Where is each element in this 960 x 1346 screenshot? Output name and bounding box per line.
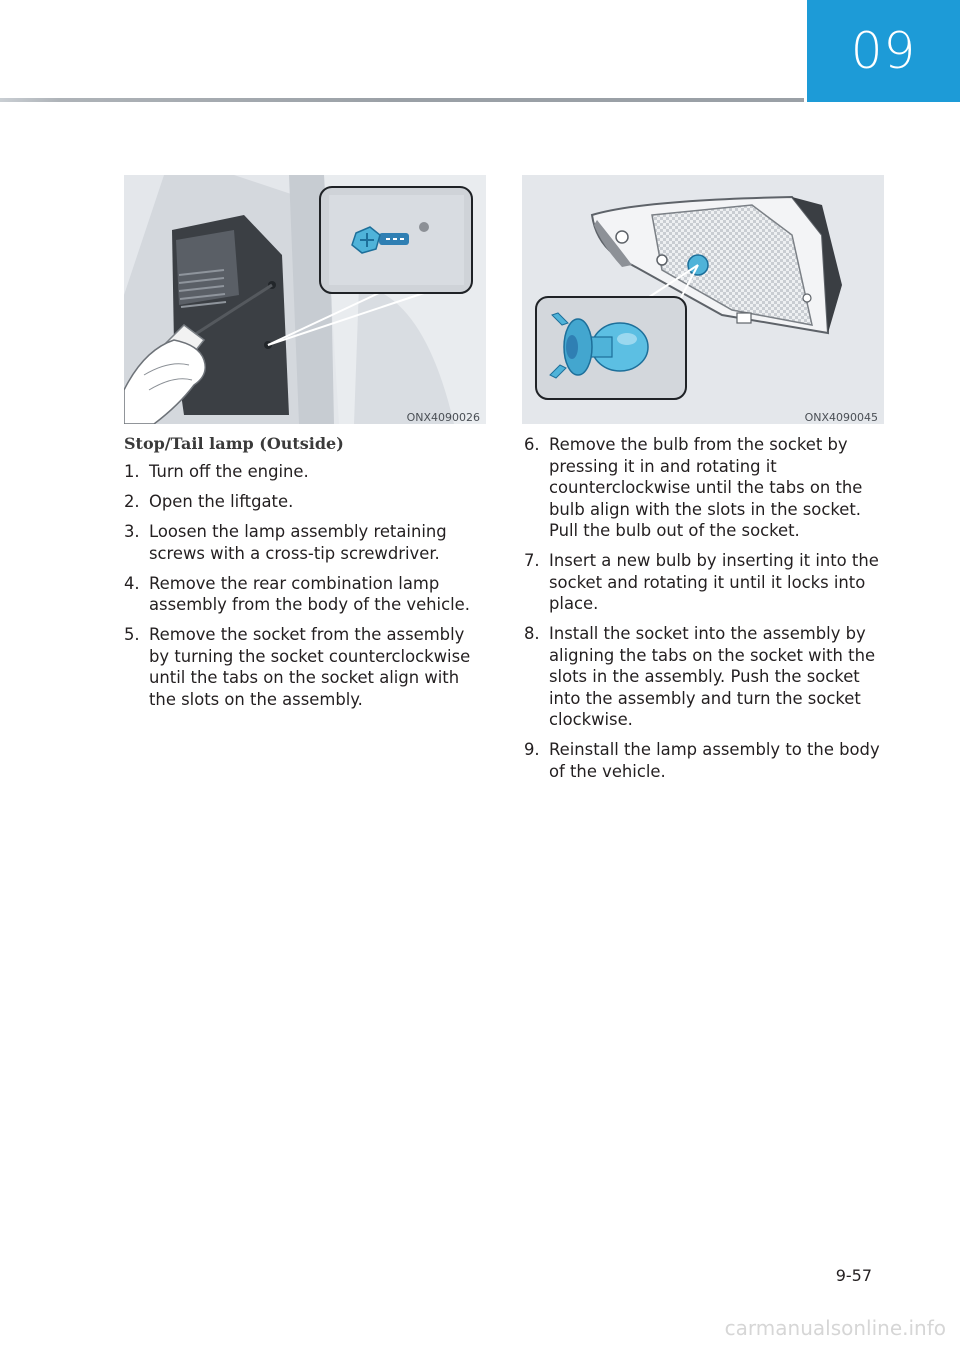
step-text: Remove the rear combination lamp assembly from the body of the vehicle.: [149, 573, 470, 614]
step-number: 1.: [124, 462, 140, 481]
step-item: [524, 550, 888, 615]
step-number: 9.: [524, 740, 540, 759]
step-item: [124, 573, 476, 616]
step-number: 7.: [524, 551, 540, 570]
step-number: 3.: [124, 522, 140, 541]
step-number: 5.: [124, 625, 140, 644]
figure-code: ONX4090026: [406, 411, 480, 424]
step-item: [524, 739, 888, 782]
step-item: [124, 491, 476, 513]
step-number: 4.: [124, 573, 140, 593]
header-rule: [0, 98, 804, 102]
page-number: 9-57: [835, 1266, 872, 1285]
lamp-screws-drawing: [124, 175, 486, 424]
lamp-socket-drawing: [522, 175, 884, 424]
illustration-lamp-socket: [522, 175, 884, 424]
figure-code: ONX4090045: [804, 411, 878, 424]
step-item: [124, 461, 476, 483]
illustration-lamp-screws: [124, 175, 486, 424]
step-text: Remove the bulb from the socket by pressing it in and rotating it counterclockwise until the tabs on the bulb align with the slots in the socket. Pull the bulb out of the socket.: [549, 435, 863, 540]
step-text: Install the socket into the assembly by aligning the tabs on the socket with the slots in the assembly. Push the socket into the assembly and turn the socket clockwise.: [549, 624, 876, 729]
step-item: [124, 624, 476, 710]
section-heading: Stop/Tail lamp (Outside): [124, 434, 344, 453]
step-item: [524, 434, 888, 542]
step-number: 6.: [524, 435, 540, 454]
step-text: Remove the socket from the assembly by turning the socket counterclockwise until the tabs on the socket align with the slots on the assembly.: [149, 625, 471, 709]
step-text: Reinstall the lamp assembly to the body of the vehicle.: [549, 740, 880, 781]
watermark-text: carmanualsonline.info: [724, 1316, 946, 1340]
step-item: [124, 521, 476, 564]
step-number: 2.: [124, 492, 140, 511]
steps-list-right: [524, 434, 888, 791]
step-text: Open the liftgate.: [149, 492, 294, 511]
step-text: Turn off the engine.: [149, 462, 309, 481]
step-text: Loosen the lamp assembly retaining screws with a cross-tip screwdriver.: [149, 522, 447, 563]
step-text: Insert a new bulb by inserting it into the socket and rotating it until it locks into place.: [549, 551, 879, 613]
step-number: 8.: [524, 624, 540, 643]
steps-list-left: [124, 461, 476, 719]
chapter-tab: 09: [807, 0, 960, 102]
step-item: [524, 623, 888, 731]
